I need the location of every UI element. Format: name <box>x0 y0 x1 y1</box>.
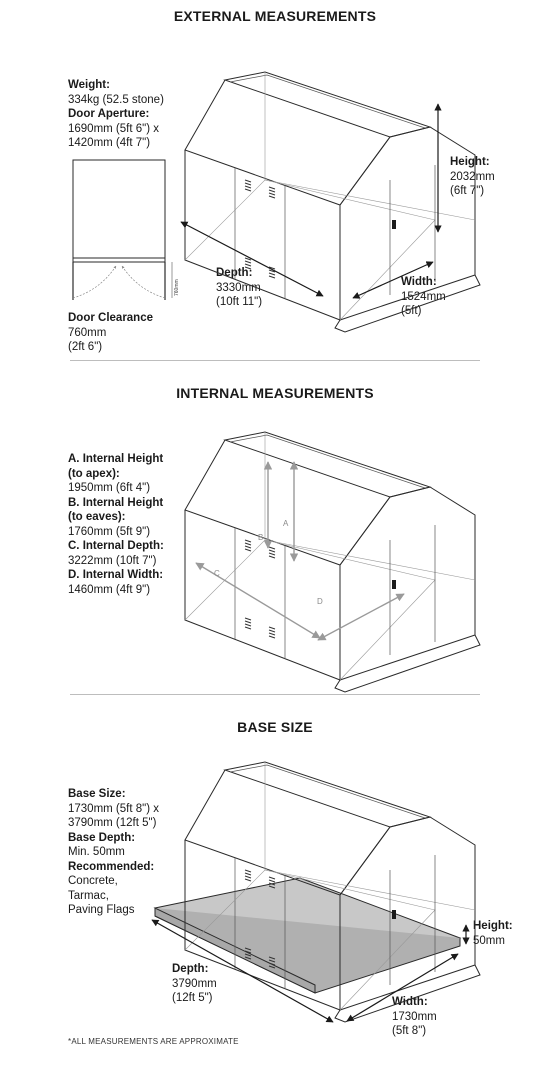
weight-value: 334kg (52.5 stone) <box>68 93 164 106</box>
door-aperture-label: Door Aperture: <box>68 108 150 120</box>
door-clearance-label: Door Clearance <box>68 312 154 324</box>
internal-a-value: 1950mm (6ft 4") <box>68 482 151 494</box>
door-clearance-line1: 760mm <box>68 326 107 339</box>
door-aperture-line2: 1420mm (4ft 7") <box>68 137 151 149</box>
base-width-line2: (5ft 8") <box>392 1025 427 1037</box>
internal-c-label: C. Internal Depth: <box>68 540 164 552</box>
base-depth-value: Min. 50mm <box>68 846 125 858</box>
ext-depth-line2: (10ft 11") <box>216 296 263 308</box>
ext-height-label: Height: <box>450 156 490 168</box>
base-width-line1: 1730mm <box>392 1010 437 1023</box>
base-title: BASE SIZE <box>237 719 313 735</box>
base-size-line2: 3790mm (12ft 5") <box>68 817 157 829</box>
internal-b-value: 1760mm (5ft 9") <box>68 525 151 538</box>
ext-width-label: Width: <box>401 276 437 288</box>
ext-width-line2: (5ft) <box>401 305 422 317</box>
internal-shed-drawing <box>185 432 480 692</box>
internal-a-label-1: A. Internal Height <box>68 453 164 465</box>
weight-label: Weight: <box>68 79 110 91</box>
internal-b-label-1: B. Internal Height <box>68 496 164 509</box>
door-aperture-line1: 1690mm (5ft 6") x <box>68 122 160 135</box>
door-aperture-drawing <box>73 160 180 300</box>
internal-d-label: D. Internal Width: <box>68 569 164 581</box>
door-clearance-small-label: 760mm <box>174 279 180 296</box>
recommended-1: Concrete, <box>68 875 118 887</box>
internal-a-label-2: (to apex): <box>68 467 120 480</box>
base-depth-label: Base Depth: <box>68 831 136 844</box>
base-width-label: Width: <box>392 996 428 1008</box>
internal-letter-b: B <box>258 533 264 542</box>
internal-letter-d: D <box>317 597 323 606</box>
internal-letter-c: C <box>214 569 220 578</box>
ext-depth-label: Depth: <box>216 267 253 279</box>
base-size-line1: 1730mm (5ft 8") x <box>68 802 160 815</box>
ext-height-line1: 2032mm <box>450 170 495 183</box>
internal-d-value: 1460mm (4ft 9") <box>68 583 151 596</box>
external-shed-drawing <box>185 72 480 332</box>
base-height-label: Height: <box>473 920 513 932</box>
base-depth2-label: Depth: <box>172 963 209 975</box>
base-depth2-line1: 3790mm <box>172 977 217 990</box>
base-depth2-line2: (12ft 5") <box>172 992 213 1004</box>
door-clearance-line2: (2ft 6") <box>68 341 103 353</box>
ext-depth-line1: 3330mm <box>216 281 261 294</box>
ext-depth-arrow <box>181 222 323 296</box>
internal-letter-a: A <box>283 519 289 528</box>
external-title: EXTERNAL MEASUREMENTS <box>173 8 377 24</box>
ext-height-line2: (6ft 7") <box>450 185 485 197</box>
base-height-value: 50mm <box>473 934 505 947</box>
internal-d-arrow <box>318 594 404 640</box>
internal-b-label-2: (to eaves): <box>68 511 126 523</box>
recommended-label: Recommended: <box>68 860 155 873</box>
base-slab <box>155 878 460 993</box>
recommended-3: Paving Flags <box>68 904 135 916</box>
internal-title: INTERNAL MEASUREMENTS <box>176 385 374 401</box>
footnote: *ALL MEASUREMENTS ARE APPROXIMATE <box>68 1037 239 1046</box>
base-size-label: Base Size: <box>68 788 126 800</box>
internal-c-value: 3222mm (10ft 7") <box>68 554 157 567</box>
recommended-2: Tarmac, <box>68 889 109 902</box>
ext-width-line1: 1524mm <box>401 290 446 303</box>
